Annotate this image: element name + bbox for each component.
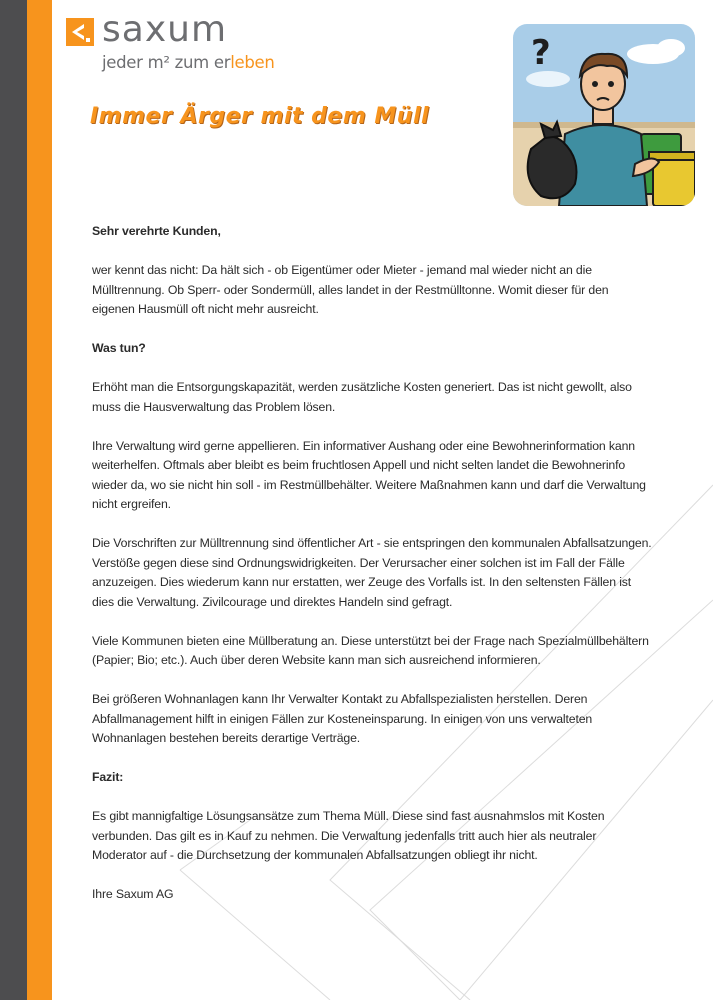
question-mark-glyph: ? xyxy=(531,33,551,73)
paragraph-specialists: Bei größeren Wohnanlagen kann Ihr Verwalter Kontakt zu Abfallspezialisten herstellen. Deren Abfallmanagement hilft in einigen Fällen zur Kosteneinsparung. In einigen von uns verwalteten Wohnanlagen bestehen bereits derartige Verträge. xyxy=(92,692,593,745)
logo-tagline xyxy=(102,52,275,74)
saxum-logo-icon xyxy=(66,18,94,46)
heading-was-tun: Was tun? xyxy=(92,341,146,355)
logo-wordmark: saxum xyxy=(102,9,228,50)
paragraph-counseling: Viele Kommunen bieten eine Müllberatung an. Diese unterstützt bei der Frage nach Spezialmüllbehältern (Papier; Bio; etc.). Auch über deren Website kann man sich ausreichend informieren. xyxy=(92,633,649,667)
tagline-prefix: jeder m² zum er xyxy=(102,53,231,72)
left-gray-stripe xyxy=(0,0,27,1000)
saxum-logo xyxy=(66,9,275,76)
page-headline: Immer Ärger mit dem Müll xyxy=(90,104,430,129)
salutation: Sehr verehrte Kunden, xyxy=(92,224,221,238)
paragraph-appeal: Ihre Verwaltung wird gerne appellieren. Ein informativer Aushang oder eine Bewohnerinformation kann weiterhelfen. Oftmals aber bleibt es beim fruchtlosen Appell und nicht selten landet die Bewohnerinfo wieder da, wo sie nicht hin soll - im Restmüllbehälter. Weitere Maßnahmen kann und darf die Verwaltung nicht ergreifen. xyxy=(92,438,646,511)
letter-body xyxy=(92,222,652,924)
left-orange-stripe xyxy=(27,0,52,1000)
paragraph-conclusion: Es gibt mannigfaltige Lösungsansätze zum Thema Müll. Diese sind fast ausnahmslos mit Kosten verbunden. Das gilt es in Kauf zu nehmen. Die Verwaltung jedenfalls tritt auch hier als neutraler Moderator auf - die Durchsetzung der kommunalen Abfallsatzungen obliegt ihr nicht. xyxy=(92,809,605,862)
tagline-highlight: leben xyxy=(230,53,275,72)
heading-fazit: Fazit: xyxy=(92,770,124,784)
paragraph-intro: wer kennt das nicht: Da hält sich - ob Eigentümer oder Mieter - jemand mal wieder nicht an die Mülltrennung. Ob Sperr- oder Sondermüll, alles landet in der Restmülltonne. Womit dieser für den eigenen Hausmüll oft nicht mehr ausreicht. xyxy=(92,263,609,316)
paragraph-regulations: Die Vorschriften zur Mülltrennung sind öffentlicher Art - sie entspringen den kommunalen Abfallsatzungen. Verstöße gegen diese sind Ordnungswidrigkeiten. Der Verursacher einer solchen ist im Fall der Fälle anzuzeigen. Dies wiederum kann nur erstatten, wer Zeuge des Vorfalls ist. In den seltensten Fällen ist dies die Verwaltung. Zivilcourage und direktes Handeln sind gefragt. xyxy=(92,536,652,609)
closing-signature: Ihre Saxum AG xyxy=(92,887,174,901)
man-with-trash-bag-illustration xyxy=(513,24,695,206)
paragraph-capacity: Erhöht man die Entsorgungskapazität, werden zusätzliche Kosten generiert. Das ist nicht gewollt, also muss die Hausverwaltung das Problem lösen. xyxy=(92,380,632,414)
